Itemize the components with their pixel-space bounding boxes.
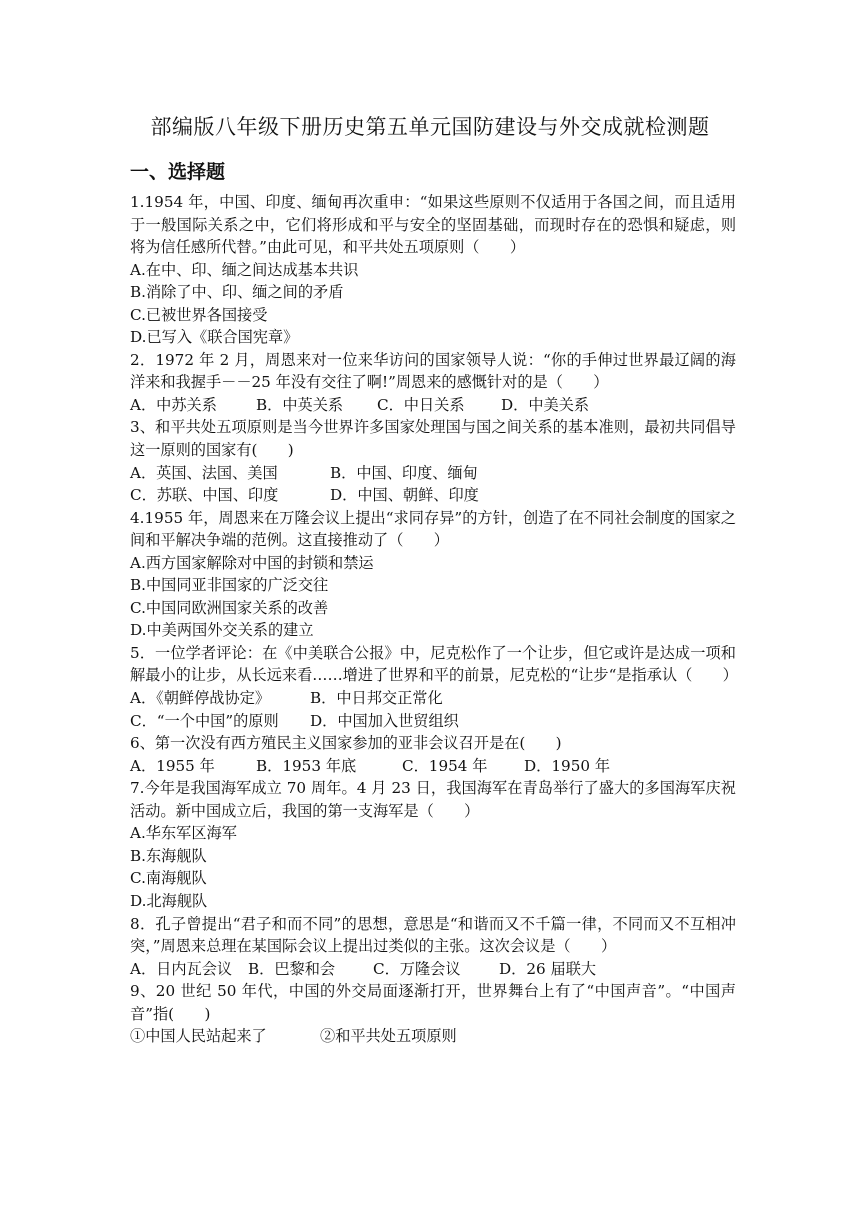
- question-9: [130, 980, 736, 1048]
- options-row: [130, 1025, 736, 1048]
- options-row: [130, 958, 736, 981]
- options-row: [130, 687, 736, 710]
- option-b: B．1953 年底: [256, 756, 357, 775]
- option-b: B.中国同亚非国家的广泛交往: [130, 576, 329, 595]
- options-row: [130, 484, 736, 507]
- question-1: [130, 191, 736, 349]
- option-c: C．“一个中国”的原则: [130, 711, 279, 730]
- option-c: C.中国同欧洲国家关系的改善: [130, 598, 329, 617]
- option-2: ②和平共处五项原则: [320, 1027, 457, 1046]
- option-b: B．中国、印度、缅甸: [330, 463, 478, 482]
- option-b: B.东海舰队: [130, 846, 207, 865]
- section-heading: 一、选择题: [130, 161, 226, 183]
- question-stem: 3、和平共处五项原则是当今世界许多国家处理国与国之间关系的基本准则，最初共同倡导这一原则的国家有( ): [130, 418, 736, 460]
- question-list: [130, 191, 736, 1048]
- option-c: C．1954 年: [402, 756, 488, 775]
- option-d: D．中美关系: [501, 395, 590, 414]
- question-8: [130, 913, 736, 981]
- option-b: B.消除了中、印、缅之间的矛盾: [130, 283, 344, 302]
- question-stem: 4.1955 年，周恩来在万隆会议上提出“求同存异”的方针，创造了在不同社会制度的国家之间和平解决争端的范例。这直接推动了（ ）: [130, 508, 736, 550]
- option-c: C.已被世界各国接受: [130, 305, 268, 324]
- option-a: A.西方国家解除对中国的封锁和禁运: [130, 553, 374, 572]
- option-c: C.南海舰队: [130, 869, 207, 888]
- options-row: [130, 394, 736, 417]
- question-stem: 5．一位学者评论：在《中美联合公报》中，尼克松作了一个让步，但它或许是达成一项和解最小的让步，从长远来看……增进了世界和平的前景，尼克松的“让步“是指承认（ ）: [130, 643, 738, 685]
- question-4: [130, 507, 736, 642]
- option-d: D．中国加入世贸组织: [310, 711, 459, 730]
- option-c: C．苏联、中国、印度: [130, 486, 279, 505]
- question-5: [130, 642, 736, 732]
- option-d: D．1950 年: [524, 756, 611, 775]
- options-row: [130, 462, 736, 485]
- option-a: A．英国、法国、美国: [130, 463, 278, 482]
- option-b: B．巴黎和会: [248, 959, 336, 978]
- option-d: D.已写入《联合国宪章》: [130, 328, 299, 347]
- question-stem: 6、第一次没有西方殖民主义国家参加的亚非会议召开是在( ): [130, 734, 562, 753]
- question-stem: 9、20 世纪 50 年代，中国的外交局面逐渐打开，世界舞台上有了“中国声音”。“中国声音”指( ): [130, 982, 736, 1023]
- option-d: D.北海舰队: [130, 891, 208, 910]
- option-a: A.华东军区海军: [130, 824, 237, 843]
- question-stem: 2．1972 年 2 月，周恩来对一位来华访问的国家领导人说：“你的手伸过世界最辽阔的海洋来和我握手－－25 年没有交往了啊!”周恩来的感慨针对的是（ ）: [130, 350, 736, 392]
- option-c: C．万隆会议: [373, 959, 461, 978]
- options-row: [130, 710, 736, 733]
- question-6: [130, 732, 736, 777]
- question-3: [130, 416, 736, 506]
- question-stem: 1.1954 年，中国、印度、缅甸再次重申：“如果这些原则不仅适用于各国之间，而且适用于一般国际关系之中，它们将形成和平与安全的坚固基础，而现时存在的恐惧和疑虑，则将为信任感所代替。”由此可见，和平共处五项原则（ ）: [130, 193, 736, 257]
- option-d: D．26 届联大: [499, 959, 597, 978]
- question-stem: 8．孔子曾提出“君子和而不同”的思想，意思是“和谐而又不千篇一律，不同而又不互相冲突，”周恩来总理在某国际会议上提出过类似的主张。这次会议是（ ）: [130, 914, 736, 956]
- options-row: [130, 755, 736, 778]
- question-stem: 7.今年是我国海军成立 70 周年。4 月 23 日，我国海军在青岛举行了盛大的多国海军庆祝活动。新中国成立后，我国的第一支海军是（ ）: [130, 779, 736, 820]
- option-a: A．日内瓦会议: [130, 959, 233, 978]
- document-title: 部编版八年级下册历史第五单元国防建设与外交成就检测题: [150, 115, 710, 139]
- option-d: D.中美两国外交关系的建立: [130, 621, 314, 640]
- option-c: C．中日关系: [377, 395, 465, 414]
- question-7: [130, 777, 736, 912]
- option-a: A.在中、印、缅之间达成基本共识: [130, 260, 359, 279]
- option-b: B．中日邦交正常化: [310, 689, 443, 708]
- option-b: B．中英关系: [256, 395, 344, 414]
- question-2: [130, 349, 736, 417]
- option-a: A．中苏关系: [130, 395, 217, 414]
- option-a: A．1955 年: [130, 756, 215, 775]
- option-a: A．《朝鲜停战协定》: [130, 689, 271, 708]
- option-1: ①中国人民站起来了: [130, 1027, 267, 1046]
- option-d: D．中国、朝鲜、印度: [330, 486, 479, 505]
